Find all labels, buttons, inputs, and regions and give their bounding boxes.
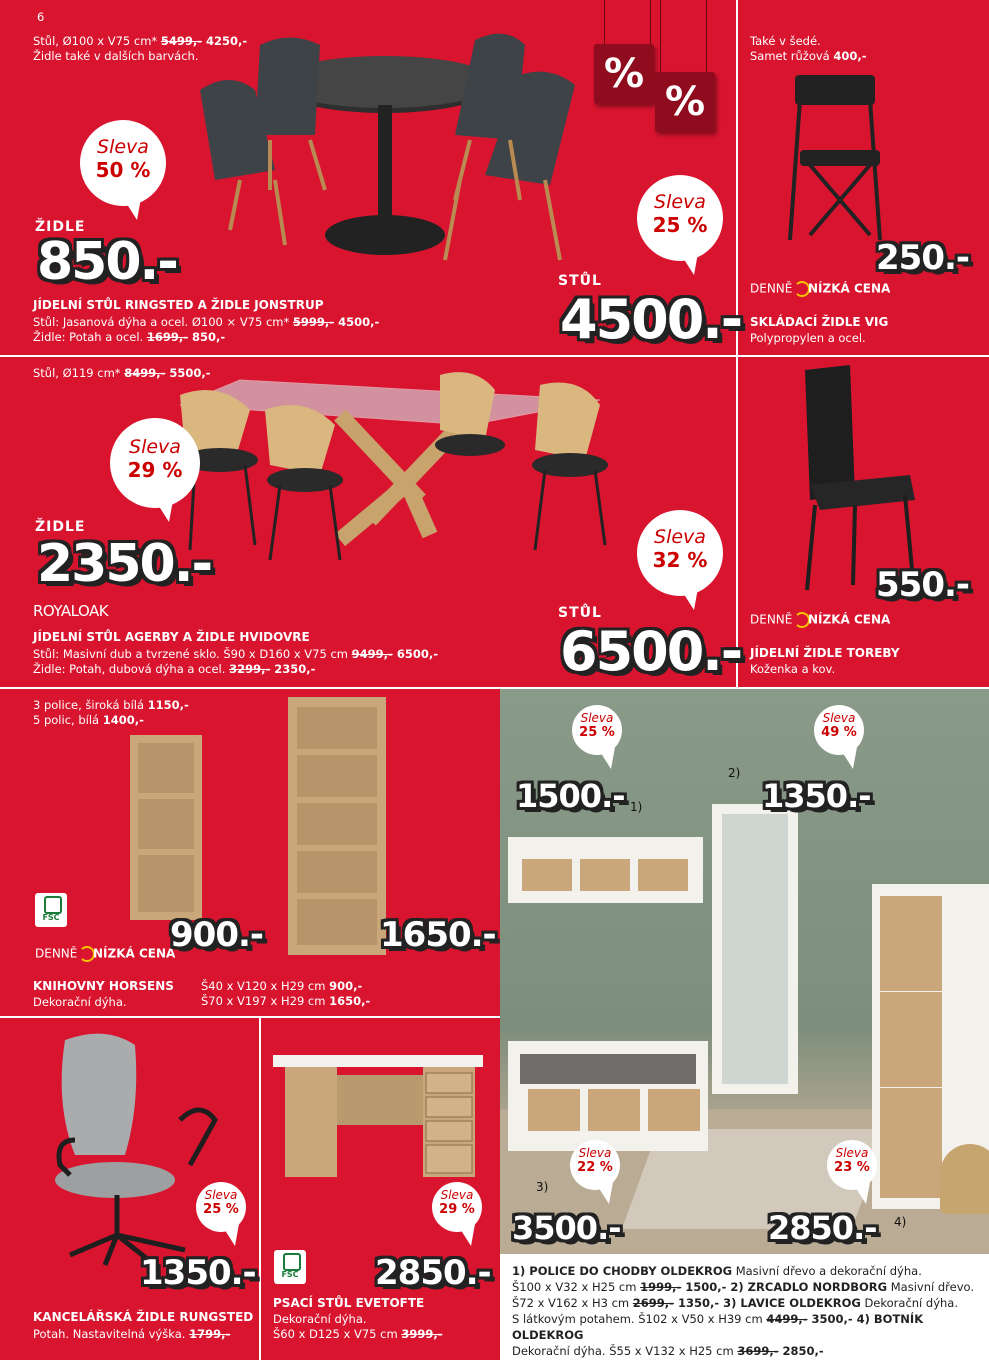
product-title: PSACÍ STŮL EVETOFTE: [273, 1296, 425, 1310]
price-label: STŮL: [558, 605, 602, 621]
product-title: KANCELÁŘSKÁ ŽIDLE RUNGSTED: [33, 1310, 254, 1324]
tall-bookcase-price: 1650.-: [380, 915, 496, 955]
discount-badge: Sleva 22 %: [570, 1140, 620, 1190]
page-number: 6: [37, 10, 45, 24]
hallway-photo: [500, 689, 989, 1254]
small-bookcase-price: 900.-: [170, 915, 263, 955]
discount-badge: Sleva 23 %: [827, 1140, 877, 1190]
divider: [0, 355, 989, 357]
product-description: Polypropylen a ocel.: [750, 331, 866, 345]
discount-badge: Sleva 49 %: [814, 705, 864, 755]
chair-price: 2350.-: [37, 534, 212, 594]
product-description: Dekorační dýha. Š60 x D125 x V75 cm 3999,-: [273, 1312, 443, 1341]
product-description: Stůl: Masivní dub a tvrzené sklo. Š90 x D160 x V75 cm 9499,- 6500,- Židle: Potah, dubová dýha a ocel. 3299,- 2350,-: [33, 647, 438, 676]
discount-badge: Sleva 25 %: [196, 1182, 246, 1232]
office-chair-image: [55, 1030, 230, 1270]
product-description: Dekorační dýha.: [33, 995, 127, 1009]
product-title: JÍDELNÍ STŮL AGERBY A ŽIDLE HVIDOVRE: [33, 630, 310, 644]
price: 1350.-: [140, 1253, 256, 1293]
product-title: JÍDELNÍ ŽIDLE TOREBY: [750, 646, 900, 660]
folding-chair-image: [780, 70, 890, 250]
item-number: 3): [536, 1180, 549, 1194]
price: 2850.-: [375, 1253, 491, 1293]
product-title: SKLÁDACÍ ŽIDLE VIG: [750, 315, 889, 329]
percent-tag-icon: %: [655, 72, 715, 132]
price-label: ŽIDLE: [35, 519, 86, 535]
royal-oak-brand-logo: ROYALOAK: [33, 602, 109, 620]
price: 550.-: [876, 565, 969, 605]
bench-price: 3500.-: [512, 1209, 621, 1247]
discount-badge: Sleva 25 %: [637, 175, 723, 261]
product-description: Koženka a kov.: [750, 662, 836, 676]
variant-note: 3 police, široká bílá 1150,- 5 polic, bílá 1400,-: [33, 698, 189, 727]
divider: [259, 1016, 261, 1360]
shoe-cabinet-price: 2850.-: [768, 1209, 877, 1247]
shelf-price: 1500.-: [516, 777, 625, 815]
daily-low-price-logo: DENNĚ NÍZKÁ CENA: [750, 612, 891, 627]
price: 250.-: [876, 238, 969, 278]
writing-desk-image: [273, 1055, 488, 1190]
item-number: 1): [630, 800, 643, 814]
table-price: 6500.-: [560, 620, 742, 683]
product-description: Potah. Nastavitelná výška. 1799,-: [33, 1327, 231, 1341]
hallway-product-descriptions: 1) POLICE DO CHODBY OLDEKROG Masivní dřevo a dekorační dýha. Š100 x V32 x H25 cm 1999,- 1500,- 2) ZRCADLO NORDBORG Masivní dřevo. Š72 x V162 x H3 cm 2699,- 1350,- 3) LAVICE OLDEKROG Dekorační dýha. S látkovým potahem. Š102 x V50 x H39 cm 4499,- 3500,- 4) BOTNÍK OLDEKROG Dekorační dýha. Š55 x V132 x H25 cm 3699,- 2850,-: [500, 1254, 989, 1360]
daily-low-price-logo: DENNĚ NÍZKÁ CENA: [35, 946, 176, 961]
dining-set-image: [200, 30, 590, 270]
product-dimensions: Š40 x V120 x H29 cm 900,- Š70 x V197 x H29 cm 1650,-: [201, 979, 371, 1008]
percent-tag-icon: %: [594, 44, 654, 104]
divider: [0, 1016, 500, 1018]
item-number: 2): [728, 766, 741, 780]
discount-badge: Sleva 25 %: [572, 705, 622, 755]
table-variant-note: Stůl, Ø119 cm* 8499,- 5500,-: [33, 366, 211, 380]
product-title: KNIHOVNY HORSENS: [33, 979, 174, 993]
chair-price: 850.-: [37, 232, 177, 292]
table-variant-note: Stůl, Ø100 x V75 cm* 5499,- 4250,- Židle také v dalších barvách.: [33, 34, 248, 63]
discount-badge: Sleva 50 %: [80, 120, 166, 206]
daily-low-price-logo: DENNĚ NÍZKÁ CENA: [750, 281, 891, 296]
dining-chair-image: [795, 365, 920, 595]
tall-bookcase-image: [288, 697, 386, 955]
fsc-logo: FSC: [35, 893, 67, 927]
mirror-price: 1350.-: [762, 777, 871, 815]
variant-note: Také v šedé. Samet růžová 400,-: [750, 34, 867, 63]
discount-badge: Sleva 29 %: [110, 418, 200, 508]
dining-set-image: [170, 370, 620, 570]
discount-badge: Sleva 32 %: [637, 510, 723, 596]
product-description: Stůl: Jasanová dýha a ocel. Ø100 × V75 cm* 5999,- 4500,- Židle: Potah a ocel. 1699,- 850,-: [33, 315, 380, 344]
price-label: STŮL: [558, 273, 602, 289]
small-bookcase-image: [130, 735, 202, 920]
price-label: ŽIDLE: [35, 219, 86, 235]
fsc-logo: FSC: [274, 1250, 306, 1284]
table-price: 4500.-: [560, 288, 742, 351]
product-title: JÍDELNÍ STŮL RINGSTED A ŽIDLE JONSTRUP: [33, 298, 324, 312]
item-number: 4): [894, 1215, 907, 1229]
discount-badge: Sleva 29 %: [432, 1182, 482, 1232]
